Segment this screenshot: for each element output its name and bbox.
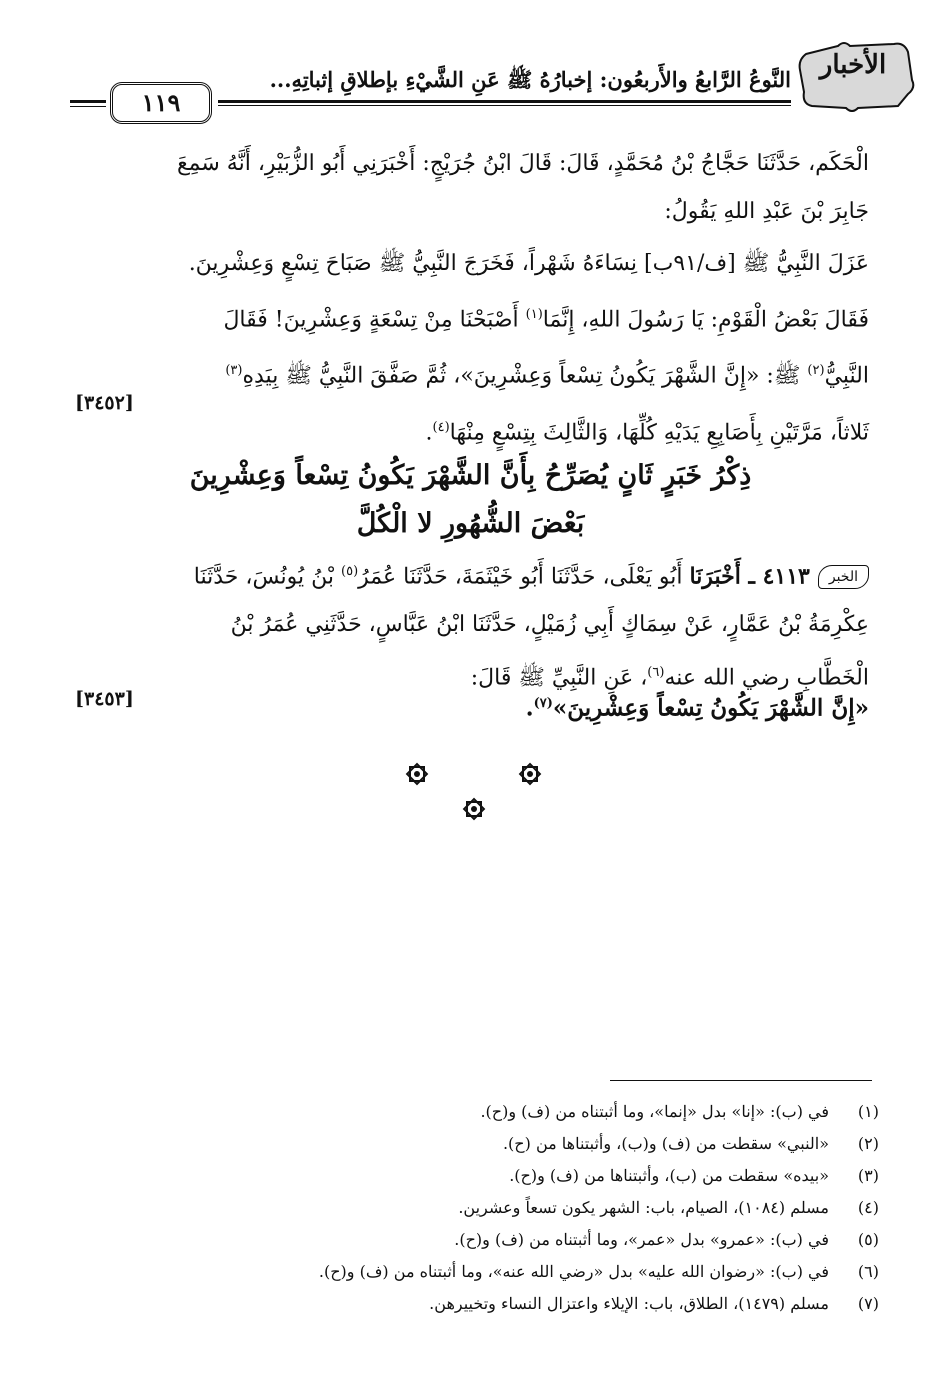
header-rule [218,100,791,103]
footnote-text: في (ب): «إنا» بدل «إنما»، وما أثبتناه من (ف) و(ح). [480,1102,829,1121]
text-run: . [525,694,534,722]
hadith-ref-number: [٣٤٥٣] [75,688,134,710]
ornament-icon [462,797,486,821]
text-run: فَقَالَ بَعْضُ الْقَوْمِ: يَا رَسُولَ اللهِ، إِنَّمَا [542,307,869,333]
footnote-text: مسلم (١٤٧٩)، الطلاق، باب: الإيلاء واعتزال النساء وتخييرهن. [429,1294,829,1313]
footnote-number: (٤) [857,1198,879,1217]
footnote-separator [610,1080,872,1081]
footnote-text: «بيده» سقطت من (ب)، وأثبتناها من (ف) و(ح). [509,1166,829,1185]
text-run: ﷺ: «إِنَّ الشَّهْرَ يَكُونُ تِسْعاً وَعِشْرِينَ»، ثُمَّ صَفَّقَ النَّبِيُّ ﷺ بِيَدِهِ [242,363,808,389]
page-header [70,40,916,120]
footnote-number: (٣) [857,1166,879,1185]
footnote [239,1256,879,1288]
paragraph-hadith-4113 [70,548,869,703]
footnote-number: (١) [857,1102,879,1121]
footnote-ref: (٦) [647,665,665,681]
header-rule-thin [218,105,791,106]
text-line [70,402,869,458]
text-line [70,289,869,345]
footnote-number: (٧) [857,1294,879,1313]
logo-text: الأخبار [819,50,887,80]
footnotes-list [239,1096,879,1320]
text-run: أَبُو يَعْلَى، حَدَّثَنَا أَبُو خَيْثَمَةَ، حَدَّثَنَا عُمَرُ [358,564,690,590]
footnote-text: في (ب): «رضوان الله عليه» بدل «رضي الله عنه»، وما أثبتناه من (ف) و(ح). [318,1262,829,1281]
text-line [70,345,869,401]
footnote [239,1192,879,1224]
paragraph-matn [70,238,869,458]
heading-line: بَعْضَ الشُّهُورِ لا الْكُلَّ [356,508,585,539]
heading-line: ذِكْرُ خَبَرٍ ثَانٍ يُصَرِّحُ بِأَنَّ الشَّهْرَ يَكُونُ تِسْعاً وَعِشْرِينَ [189,460,752,491]
text-line: عِكْرِمَةُ بْنُ عَمَّارٍ، عَنْ سِمَاكٍ أَبِي زُمَيْلٍ، حَدَّثَنَا ابْنُ عَبَّاسٍ، حَدَّثَنِي عُمَرُ بْنُ [230,612,869,638]
footnote-ref: (٥) [341,564,359,579]
footnote-text: «النبي» سقطت من (ف) و(ب)، وأثبتناها من (ح). [502,1134,829,1153]
ornament-icon [518,762,542,786]
paragraph-isnad [70,140,869,236]
footnote [239,1128,879,1160]
footnote [239,1160,879,1192]
footnote [239,1096,879,1128]
text-run: ثَلاثاً، مَرَّتَيْنِ بِأَصَابِعِ يَدَيْهِ كُلِّهَا، وَالثَّالِثَ بِتِسْعٍ مِنْهَا [449,419,869,445]
text-run: النَّبِيُّ [824,363,869,389]
hadith-ref-number: [٣٤٥٢] [75,392,134,414]
pagenum-rule-thin [70,106,106,107]
footnote-number: (٢) [857,1134,879,1153]
footnote-ref: (١) [525,307,543,322]
text-line: الْحَكَم، حَدَّثَنَا حَجَّاجُ بْنُ مُحَمَّدٍ، قَالَ: قَالَ ابْنُ جُرَيْجٍ: أَخْبَرَنِي أَبُو الزُّبَيْرِ، أَنَّهُ سَمِعَ [176,151,869,176]
text-run: ، عَنِ النَّبِيِّ ﷺ قَالَ: [470,665,648,691]
ornament-icon [405,762,429,786]
footnote [239,1288,879,1320]
page-number: ١١٩ [110,82,212,124]
pagenum-rule [70,100,106,103]
footnote-text: مسلم (١٠٨٤)، الصيام، باب: الشهر يكون تسعاً وعشرين. [458,1198,829,1217]
text-line: عَزَلَ النَّبِيُّ ﷺ [ف/٩١ب] نِسَاءَهُ شَهْراً، فَخَرَجَ النَّبِيُّ ﷺ صَبَاحَ تِسْعٍ وَعِشْرِينَ. [188,251,869,276]
footnote-number: (٦) [857,1262,879,1281]
text-line: جَابِرَ بْنَ عَبْدِ اللهِ يَقُولُ: [664,199,869,224]
hadith-quote [70,682,869,731]
quote-text: «إِنَّ الشَّهْرَ يَكُونُ تِسْعاً وَعِشْرِينَ» [552,694,869,722]
footnote-ref: (٤) [432,419,450,435]
text-line [70,548,869,601]
footnote-ref: (٣) [225,363,243,379]
footnote-text: في (ب): «عمرو» بدل «عمر»، وما أثبتناه من (ف) و(ح). [454,1230,829,1249]
text-run: بْنُ يُونُسَ، حَدَّثَنَا [193,564,342,590]
footnote-number: (٥) [857,1230,879,1249]
text-run: . [425,419,433,445]
footnote-ref: (٧) [533,696,553,711]
running-title: النَّوعُ الرَّابعُ والأَربعُون: إخبارُهُ ﷺ عَنِ الشَّيْءِ بإطلاقِ إثباتِهِ... [269,67,791,92]
hadith-number: ٤١١٣ ـ أَخْبَرَنَا [689,563,810,590]
footnote-ref: (٢) [807,363,825,379]
text-run: أَصْبَحْنَا مِنْ تِسْعَةٍ وَعِشْرِينَ! فَقَالَ [223,307,526,333]
footnote [239,1224,879,1256]
section-heading [120,452,821,548]
khabar-badge: الخبر [818,565,869,589]
text-run: الْخَطَّابِ رضي الله عنه [664,665,869,691]
